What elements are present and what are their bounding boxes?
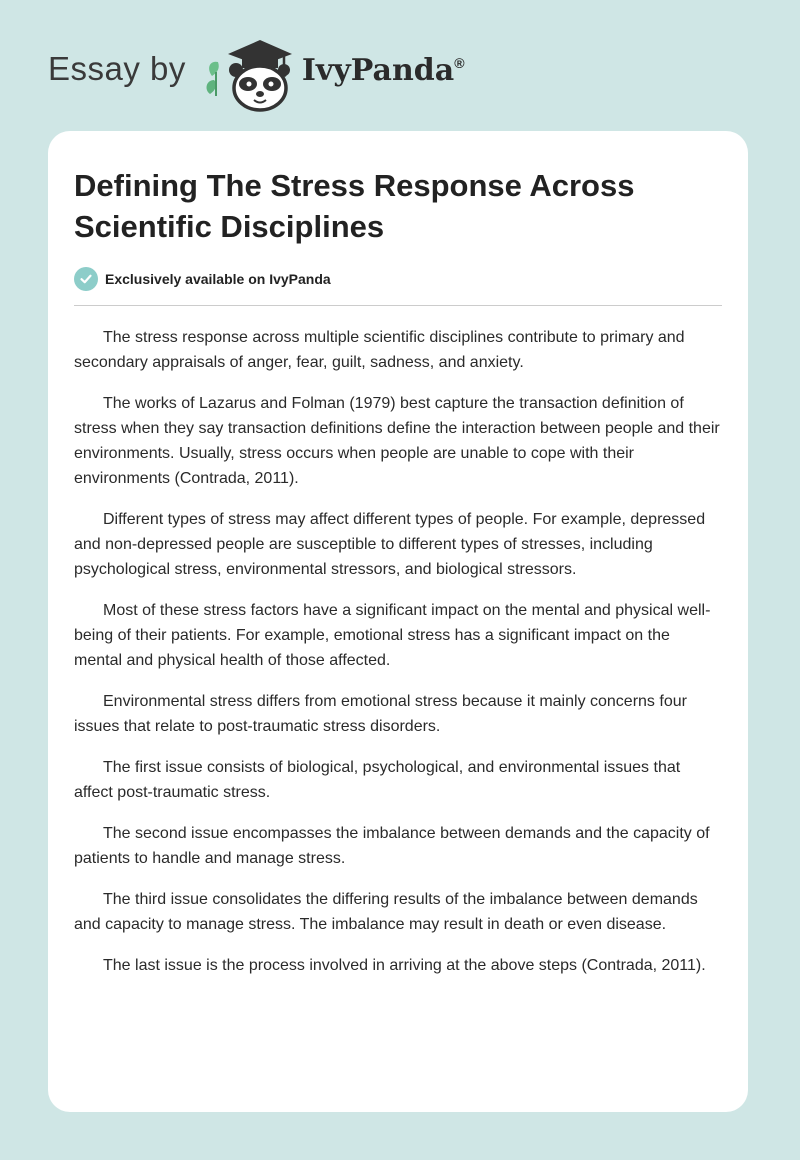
essay-body xyxy=(74,325,722,978)
leaf-icon xyxy=(206,62,218,96)
paragraph: Different types of stress may affect different types of people. For example, depressed and non-depressed people are susceptible to different types of stresses, including psychological stress, environmental stressors, and biological stressors. xyxy=(74,511,706,578)
divider xyxy=(74,305,722,306)
paragraph: The works of Lazarus and Folman (1979) best capture the transaction definition of stress when they say transaction definitions define the interaction between people and their environments. Usually, stress occurs when people are unable to cope with their environments (Contrada, 2011). xyxy=(74,395,720,487)
essay-card xyxy=(48,131,748,1112)
site-header xyxy=(48,32,465,112)
essay-by-label: Essay by xyxy=(48,50,186,87)
paragraph: Most of these stress factors have a significant impact on the mental and physical well-being of their patients. For example, emotional stress has a significant impact on the mental and physical health of those affected. xyxy=(74,602,711,669)
check-circle-icon xyxy=(74,267,98,291)
page-title: Defining The Stress Response Across Scientific Disciplines xyxy=(74,168,635,244)
badge-label: Exclusively available on IvyPanda xyxy=(105,271,331,287)
brand-name[interactable]: IvyPanda® xyxy=(301,52,465,88)
paragraph: The first issue consists of biological, psychological, and environmental issues that affect post-traumatic stress. xyxy=(74,759,681,801)
trademark-symbol: ® xyxy=(454,54,465,71)
paragraph: The second issue encompasses the imbalance between demands and the capacity of patients to handle and manage stress. xyxy=(74,825,710,867)
paragraph: The third issue consolidates the differing results of the imbalance between demands and capacity to manage stress. The imbalance may result in death or even disease. xyxy=(74,891,698,933)
exclusive-badge xyxy=(74,267,722,291)
paragraph: The stress response across multiple scientific disciplines contribute to primary and secondary appraisals of anger, fear, guilt, sadness, and anxiety. xyxy=(74,329,685,371)
paragraph: The last issue is the process involved in arriving at the above steps (Contrada, 2011). xyxy=(103,957,706,974)
paragraph: Environmental stress differs from emotional stress because it mainly concerns four issues that relate to post-traumatic stress disorders. xyxy=(74,693,687,735)
panda-graduate-icon[interactable] xyxy=(204,32,296,112)
